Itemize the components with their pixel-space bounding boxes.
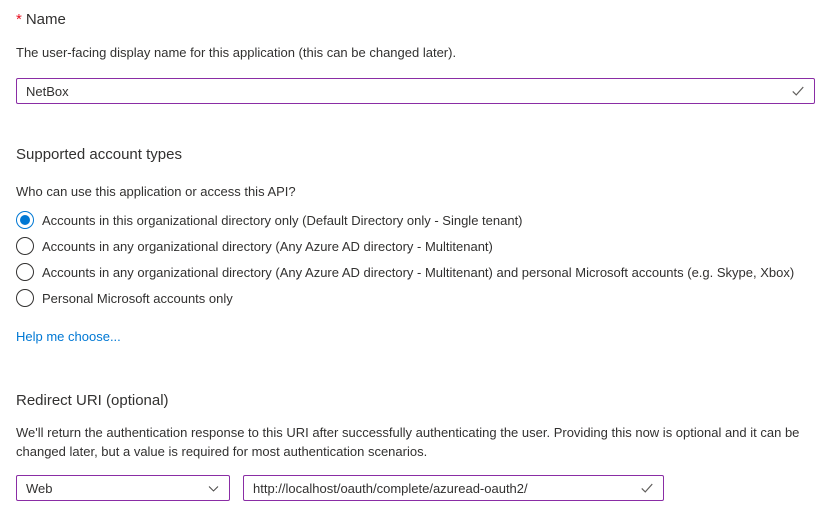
- name-input-field: [16, 78, 815, 104]
- name-section: [16, 11, 815, 104]
- redirect-uri-input-field: [243, 475, 664, 501]
- chevron-down-icon: [207, 482, 220, 495]
- platform-select-value: Web: [26, 480, 53, 496]
- name-description: The user-facing display name for this application (this can be changed later).: [16, 45, 457, 60]
- radio-button[interactable]: [16, 237, 34, 255]
- name-title-text: Name: [25, 11, 66, 28]
- redirect-uri-description: We'll return the authentication response to this URI after successfully authenticating the user. Providing this now is optional and it can be changed later, but a value is required for most authentication scenarios.: [16, 425, 800, 459]
- checkmark-icon: [640, 481, 654, 495]
- account-type-option-label: Accounts in this organizational directory only (Default Directory only - Single tenant): [42, 212, 523, 228]
- account-type-option[interactable]: [16, 233, 815, 259]
- redirect-uri-input[interactable]: [244, 476, 663, 500]
- redirect-uri-row: [16, 475, 815, 501]
- account-type-option-label: Personal Microsoft accounts only: [42, 290, 233, 306]
- radio-button[interactable]: [16, 289, 34, 307]
- account-types-title: Supported account types: [16, 146, 182, 163]
- checkmark-icon: [791, 84, 805, 98]
- radio-button[interactable]: [16, 211, 34, 229]
- redirect-uri-title: Redirect URI (optional): [16, 392, 169, 409]
- name-section-title: [16, 11, 815, 29]
- redirect-uri-section: [16, 392, 815, 501]
- radio-button[interactable]: [16, 263, 34, 281]
- account-type-option[interactable]: [16, 259, 815, 285]
- account-type-option-label: Accounts in any organizational directory (Any Azure AD directory - Multitenant): [42, 238, 493, 254]
- account-type-option[interactable]: [16, 285, 815, 311]
- account-types-section: [16, 146, 815, 346]
- help-me-choose-link[interactable]: Help me choose...: [16, 329, 121, 344]
- platform-select[interactable]: [16, 475, 230, 501]
- required-asterisk: *: [16, 11, 22, 28]
- name-input[interactable]: [17, 79, 814, 103]
- account-type-option[interactable]: [16, 207, 815, 233]
- account-type-option-label: Accounts in any organizational directory (Any Azure AD directory - Multitenant) and personal Microsoft accounts (e.g. Skype, Xbox): [42, 264, 795, 280]
- account-types-question: Who can use this application or access this API?: [16, 184, 296, 199]
- account-type-options: [16, 207, 815, 311]
